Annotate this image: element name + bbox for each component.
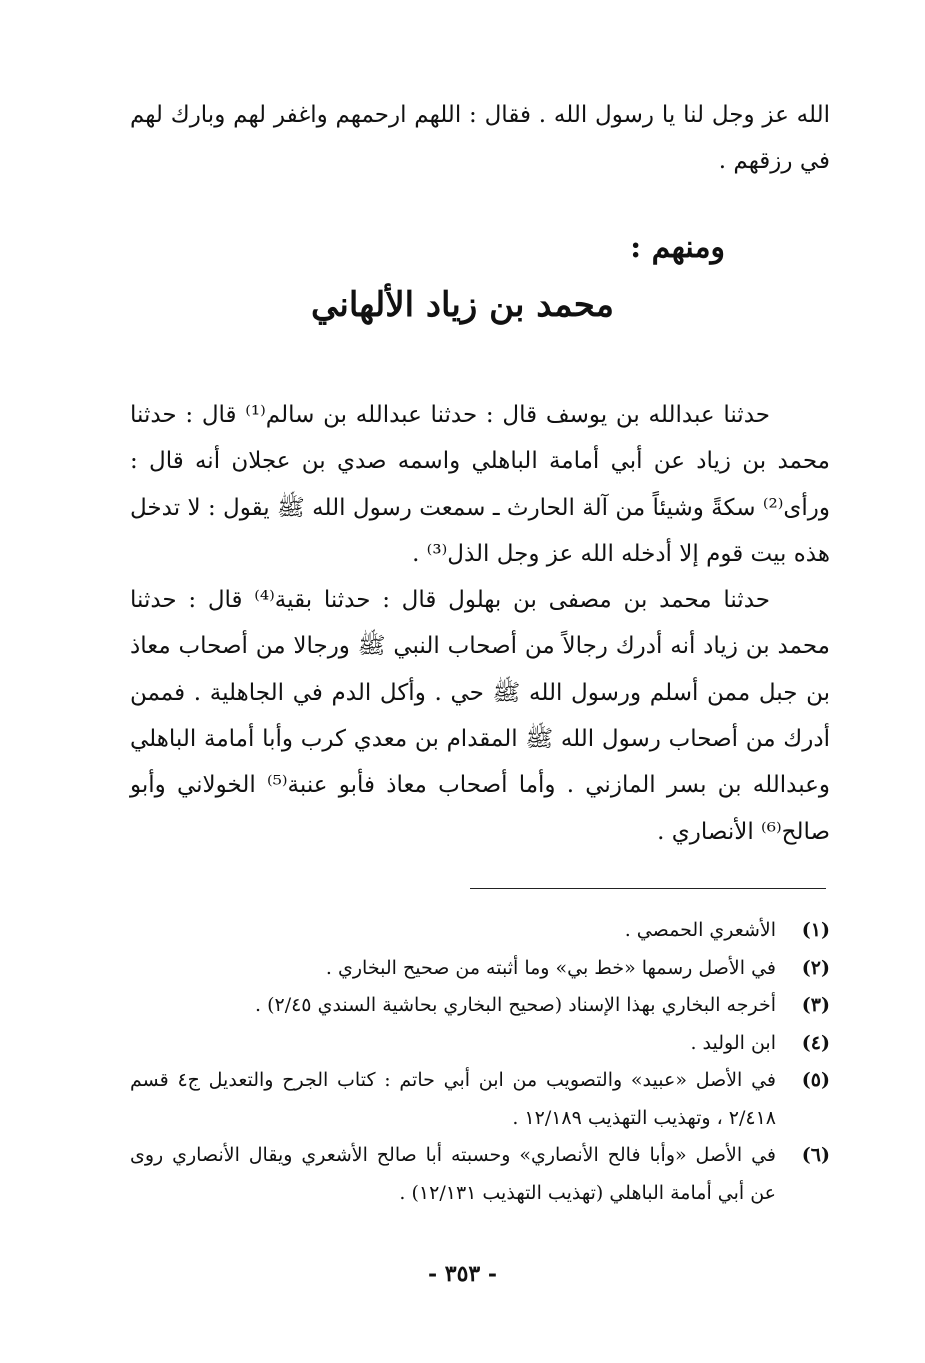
footnote-text: الأشعري الحمصي .: [624, 919, 776, 941]
footnote-text: في الأصل رسمها «خط بي» وما أثبته من صحيح البخاري .: [325, 956, 776, 979]
footnote: [130, 1137, 830, 1212]
footnote-number: (٢): [801, 956, 830, 979]
footnote: [130, 1025, 830, 1063]
section-heading: محمد بن زياد الألهاني: [311, 285, 614, 325]
footnote: [130, 987, 830, 1025]
body-text: [130, 392, 830, 855]
section-intro: ومنهم :: [630, 230, 725, 265]
footnote-number: (٥): [801, 1069, 830, 1091]
continued-paragraph: الله عز وجل لنا يا رسول الله . فقال : اللهم ارحمهم واغفر لهم وبارك لهم في رزقهم .: [130, 102, 830, 174]
footnote-number: (٤): [801, 1031, 830, 1054]
footnote-number: (٦): [801, 1144, 830, 1166]
footnote-text: في الأصل «وأبا فالح الأنصاري» وحسبته أبا صالح الأشعري ويقال الأنصاري روى عن أبي أمامة الباهلي (تهذيب التهذيب ١٢/١٣١) .: [130, 1144, 776, 1204]
footnotes-list: [130, 912, 830, 1212]
footnote-text: في الأصل «عبيد» والتصويب من ابن أبي حاتم : كتاب الجرح والتعديل ج٤ قسم ٢/٤١٨ ، وتهذيب التهذيب ١٢/١٨٩ .: [130, 1069, 777, 1129]
footnote-divider: [470, 888, 826, 889]
page-number: - ٣٥٣ -: [427, 1261, 498, 1287]
footnote: [130, 912, 830, 950]
footnote-number: (٣): [801, 994, 830, 1016]
body-paragraph-2: حدثنا محمد بن مصفى بن بهلول قال : حدثنا بقية⁽⁴⁾ قال : حدثنا محمد بن زياد أنه أدرك رجالاً من أصحاب النبي ﷺ ورجالا من أصحاب معاذ بن جبل ممن أسلم ورسول الله ﷺ حي . وأكل الدم في الجاهلية . فممن أدرك من أصحاب رسول الله ﷺ المقدام بن معدي كرب وأبا أمامة الباهلي وعبدالله بن بسر المازني . وأما أصحاب معاذ فأبو عنبة⁽⁵⁾ الخولاني وأبو صالح⁽⁶⁾ الأنصاري .: [130, 587, 830, 845]
footnote: [130, 950, 830, 988]
footnote: [130, 1062, 830, 1137]
footnote-number: (١): [801, 919, 830, 941]
body-paragraph-1: حدثنا عبدالله بن يوسف قال : حدثنا عبدالله بن سالم⁽¹⁾ قال : حدثنا محمد بن زياد عن أبي أمامة الباهلي واسمه صدي بن عجلان أنه قال : ورأى⁽²⁾ سكةً وشيئاً من آلة الحارث ـ سمعت رسول الله ﷺ يقول : لا تدخل هذه بيت قوم إلا أدخله الله عز وجل الذل⁽³⁾ .: [130, 402, 830, 567]
footnote-text: ابن الوليد .: [690, 1031, 776, 1054]
footnote-text: أخرجه البخاري بهذا الإسناد (صحيح البخاري بحاشية السندي ٢/٤٥) .: [255, 994, 776, 1016]
